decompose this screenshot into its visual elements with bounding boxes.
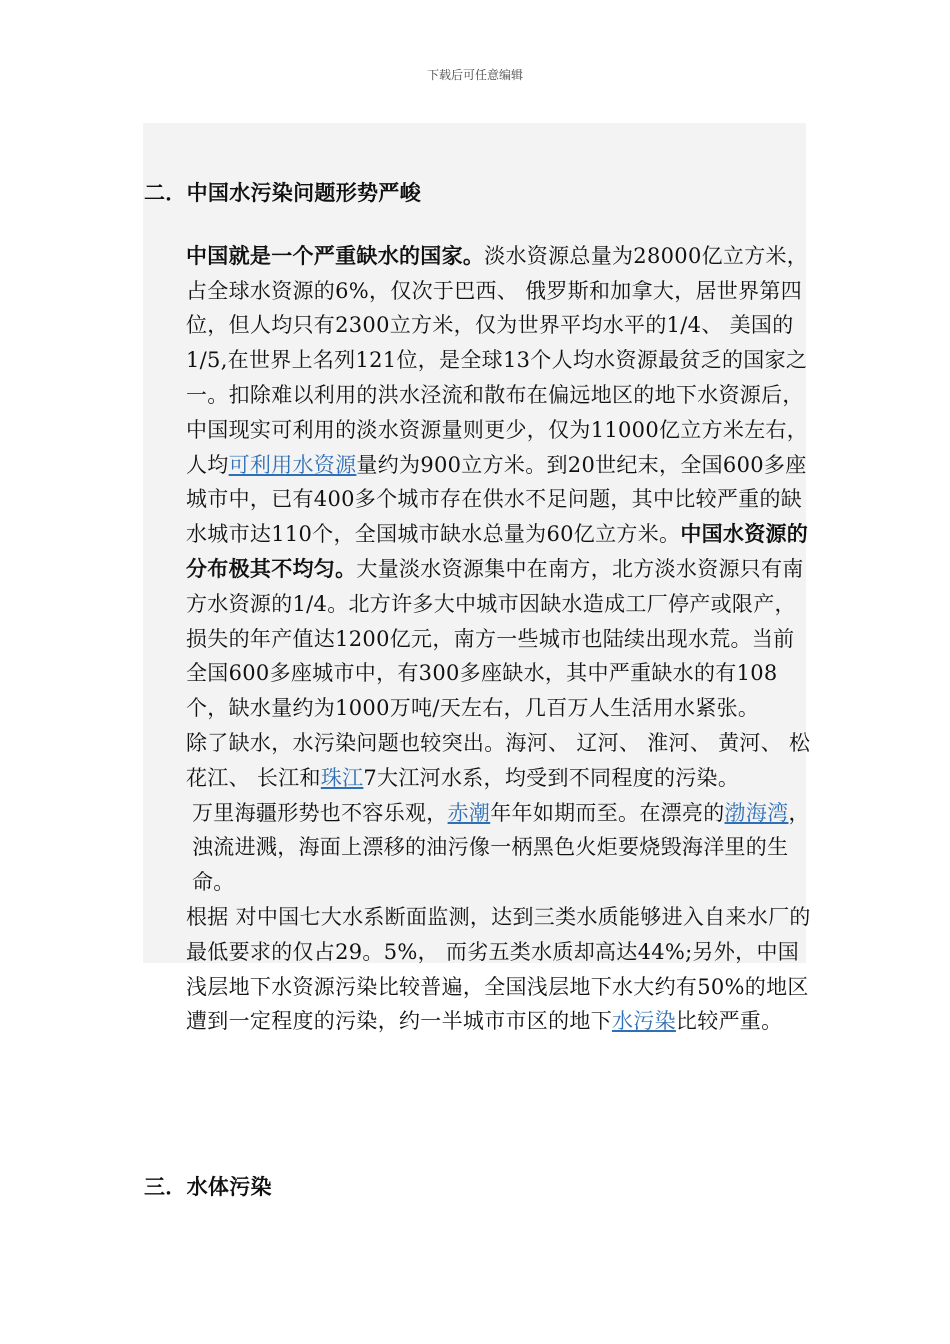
link-red-tide[interactable]: 赤潮 — [447, 800, 491, 825]
paragraph-text: 7大江河水系，均受到不同程度的污染。 — [363, 765, 740, 790]
paragraph-monitoring — [144, 900, 814, 1039]
link-water-pollution[interactable]: 水污染 — [612, 1009, 676, 1034]
paragraph-sea-pollution — [144, 796, 814, 900]
paragraph-water-shortage — [144, 239, 814, 726]
paragraph-text: 年年如期而至。在漂亮的 — [490, 800, 725, 825]
section-heading-3: 三．水体污染 — [144, 1175, 272, 1199]
link-pearl-river[interactable]: 珠江 — [320, 765, 364, 790]
link-bohai-bay[interactable]: 渤海湾 — [724, 800, 789, 825]
link-usable-water-resources[interactable]: 可利用水资源 — [228, 452, 357, 477]
paragraph-text: 根据 对中国七大水系断面监测，达到三类水质能够进入自来水厂的最低要求的仅占29。5%， 而劣五类水质却高达44%;另外，中国浅层地下水资源污染比较普遍，全国浅层地下水大约有50%的地区遭到一定程度的污染，约一半城市市区的地下 — [186, 904, 811, 1034]
bold-statement-distribution: 中国水资源的分布极其不均匀。 — [186, 522, 809, 581]
paragraph-text: 万里海疆形势也不容乐观， — [192, 800, 448, 825]
paragraph-river-pollution — [144, 726, 814, 796]
paragraph-text: ，浊流进溅，海面上漂移的油污像一柄黑色火炬要烧毁海洋里的生命。 — [192, 800, 810, 895]
section-heading-2: 二．中国水污染问题形势严峻 — [144, 181, 421, 205]
document-body — [144, 170, 814, 1199]
paragraph-text: 淡水资源总量为28000亿立方米，占全球水资源的6%，仅次于巴西、 俄罗斯和加拿大，居世界第四位，但人均只有2300立方米，仅为世界平均水平的1/4、 美国的1/5,在世界上名列121位，是全球13个人均水资源最贫乏的国家之一。扣除难以利用的洪水泾流和散布在偏远地区的地下水资源后，中国现实可利用的淡水资源量则更少，仅为11000亿立方米左右，人均 — [186, 243, 809, 477]
bold-statement-shortage: 中国就是一个严重缺水的国家。 — [186, 243, 485, 268]
paragraph-text: 大量淡水资源集中在南方，北方淡水资源只有南方水资源的1/4。北方许多大中城市因缺水造成工厂停产或限产，损失的年产值达1200亿元，南方一些城市也陆续出现水荒。当前全国600多座城市中，有300多座缺水，其中严重缺水的有108个，缺水量约为1000万吨/天左右，几百万人生活用水紧张。 — [186, 556, 804, 721]
paragraph-text: 量约为900立方米。到20世纪末，全国600多座城市中，已有400多个城市存在供水不足问题，其中比较严重的缺水城市达110个，全国城市缺水总量为60亿立方米。 — [186, 452, 807, 547]
header-note: 下载后可任意编辑 — [426, 68, 523, 82]
paragraph-text: 除了缺水，水污染问题也较突出。海河、 辽河、 淮河、 黄河、 松花江、 长江和 — [186, 730, 811, 790]
paragraph-text: 比较严重。 — [675, 1009, 783, 1034]
